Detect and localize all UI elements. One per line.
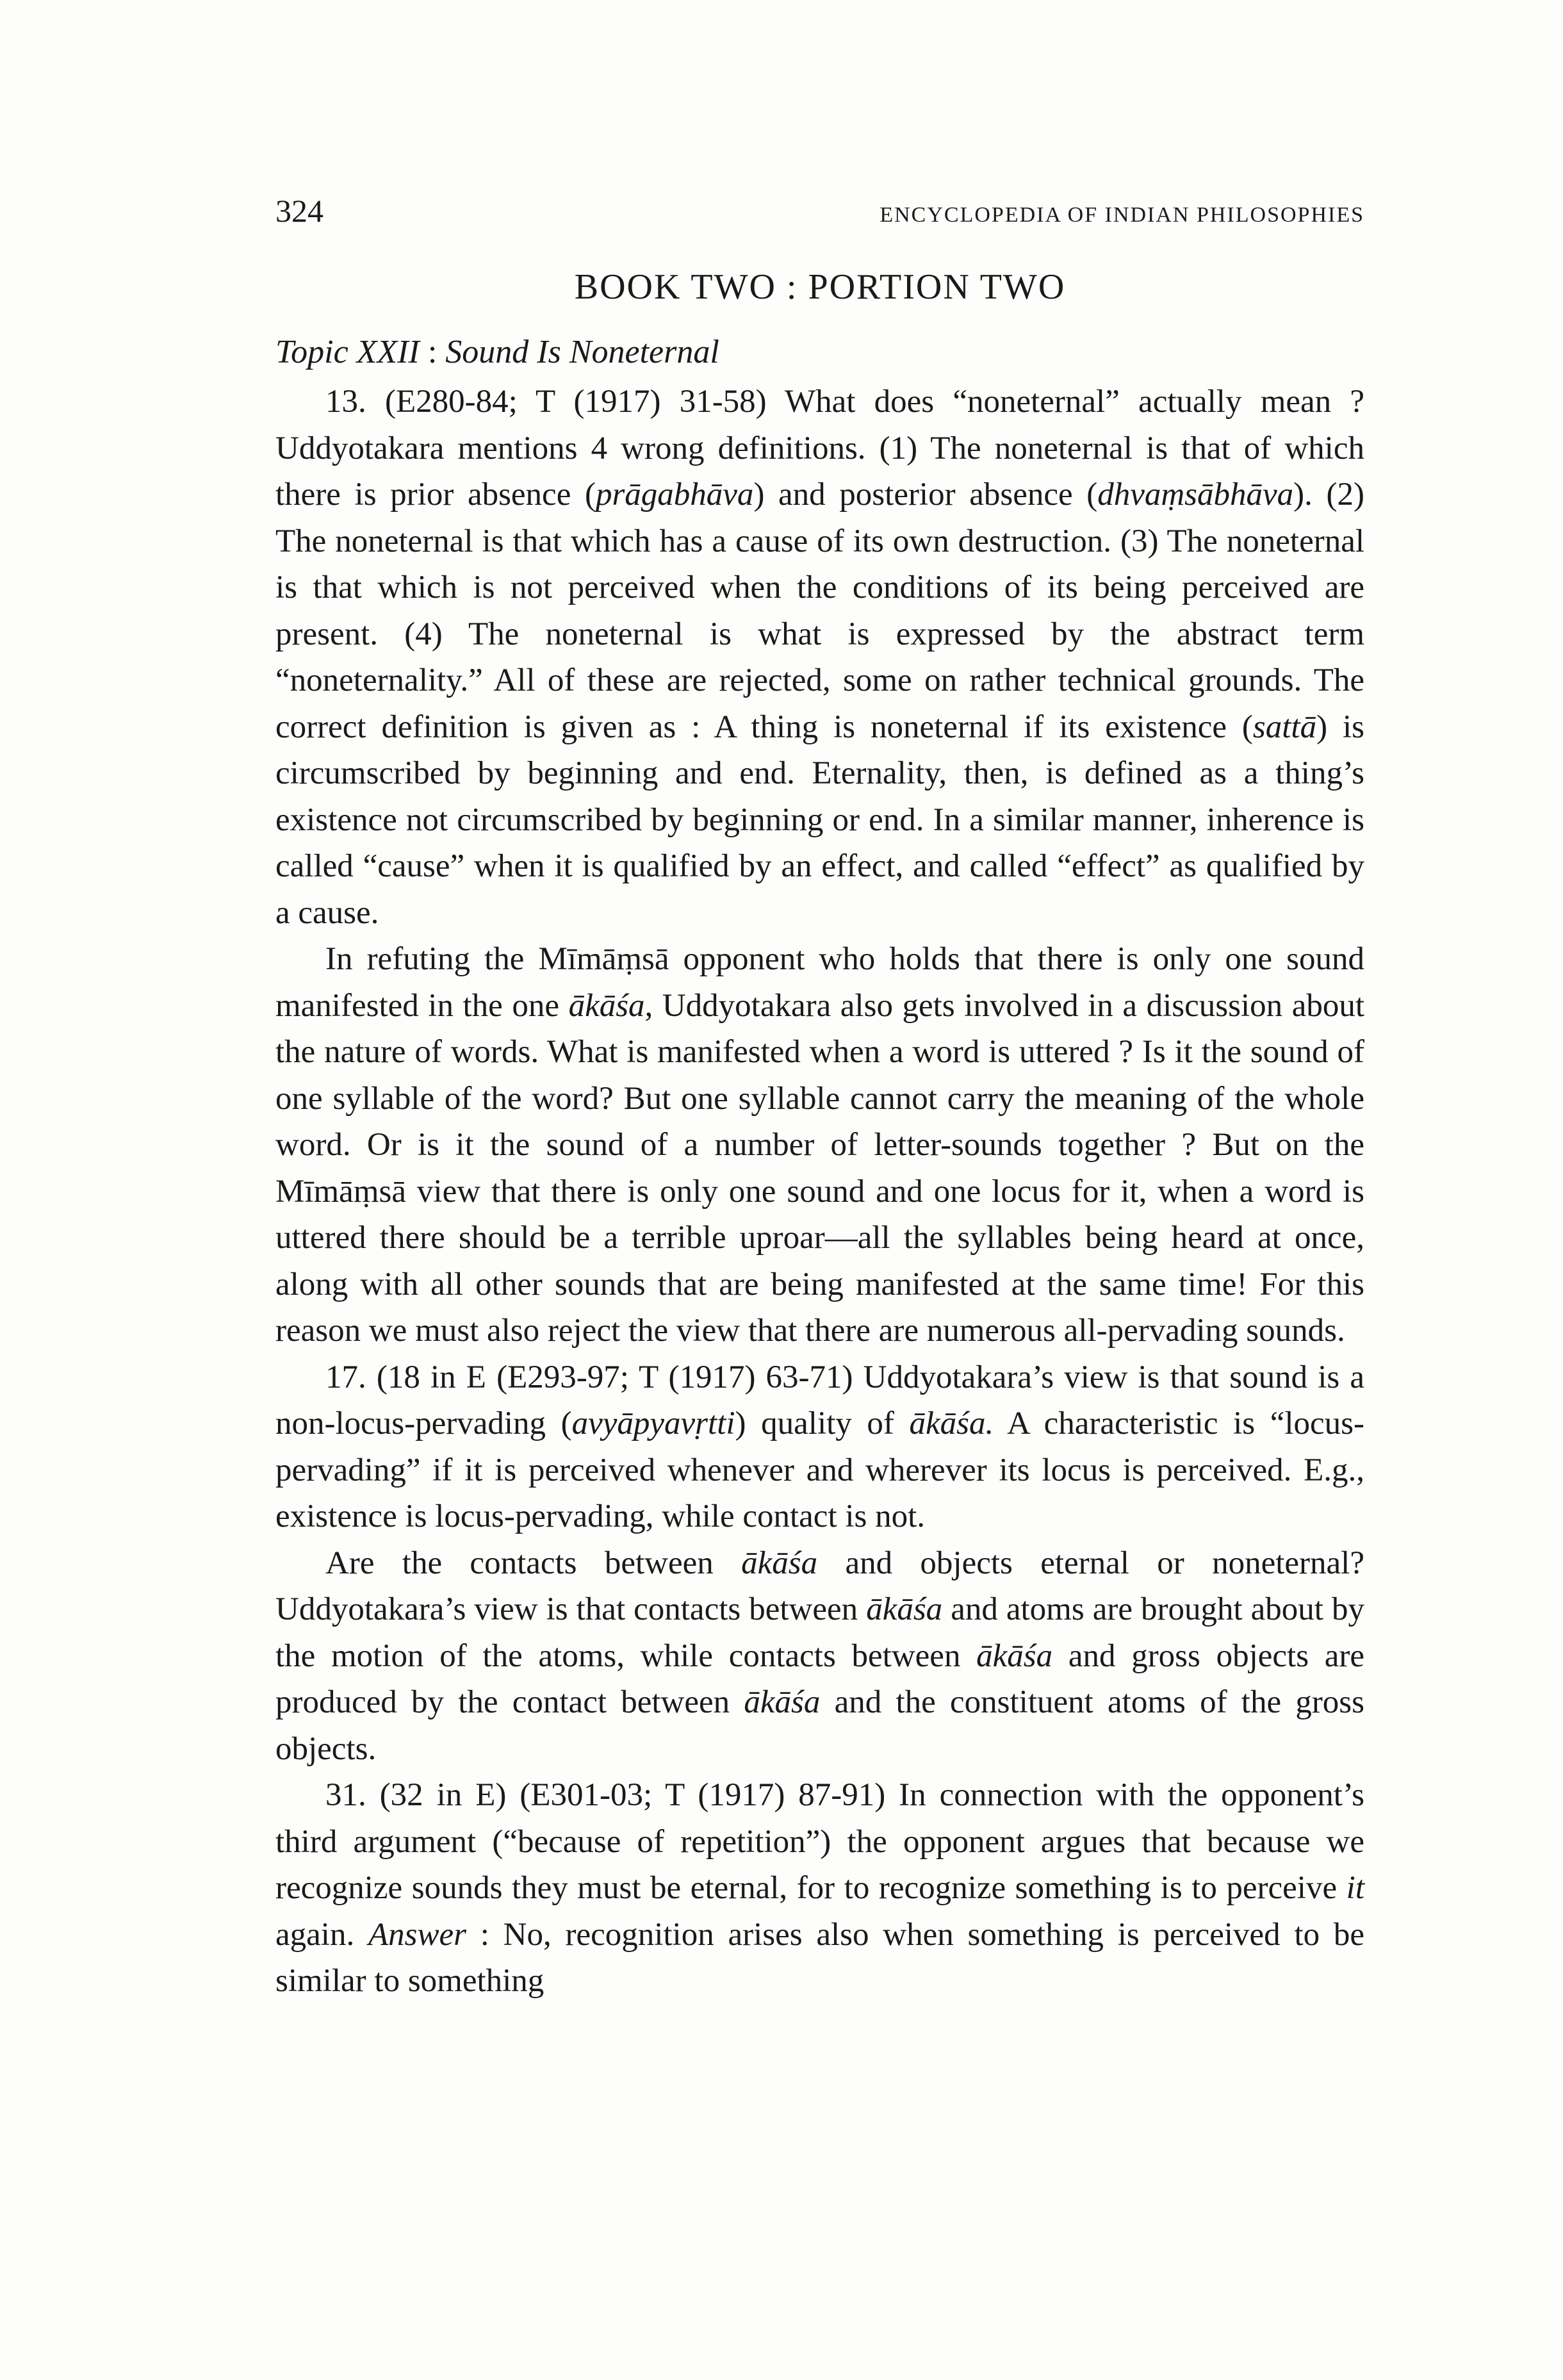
- text-run: and atoms are brought about by the motion of the atoms, while contacts between: [275, 1591, 1364, 1674]
- italic-term: avyāpyavṛtti: [571, 1406, 735, 1441]
- text-run: , Uddyotakara also gets involved in a discussion about the nature of words. What is manifested when a word is uttered ? Is it the sound of one syllable of the word? But one syllable cannot carry the meaning of the whole word. Or is it the sound of a number of letter-sounds together ? But on the Mīmāṃsā view that there is only one sound and one locus for it, when a word is uttered there should be a terrible uproar—all the syllables being heard at once, along with all other sounds that are being manifested at the same time! For this reason we must also reject the view that there are numerous all-pervading sounds.: [275, 987, 1364, 1349]
- running-title: ENCYCLOPEDIA OF INDIAN PHILOSOPHIES: [880, 203, 1364, 227]
- text-run: and objects eternal or noneternal? Uddyotakara’s view is that contacts between: [275, 1545, 1364, 1627]
- italic-term: it: [1346, 1870, 1364, 1906]
- paragraph-31: [275, 1772, 1364, 2005]
- text-run: In refuting the Mīmāṃsā opponent who holds that there is only one sound manifested in the one: [275, 941, 1364, 1024]
- topic-label: Topic XXII: [275, 334, 420, 370]
- topic-heading: [275, 333, 1364, 371]
- text-run: and gross objects are produced by the contact between: [275, 1637, 1365, 1720]
- text-run: again.: [275, 1916, 368, 1953]
- paragraph-refuting: [275, 936, 1364, 1354]
- italic-term: ākāśa: [976, 1637, 1053, 1674]
- book-page: [275, 192, 1364, 2005]
- topic-title: Sound Is Noneternal: [445, 334, 719, 370]
- italic-term: ākāśa.: [909, 1406, 994, 1441]
- text-run: and the constituent atoms of the gross objects.: [275, 1684, 1365, 1767]
- text-run: 31. (32 in E) (E301-03; T (1917) 87-91) In connection with the opponent’s third argument (“because of repetition”) the opponent argues that because we recognize sounds they must be eternal, for to recognize something is to perceive: [275, 1777, 1364, 1906]
- text-run: Are the contacts between: [325, 1545, 742, 1581]
- text-run: 13. (E280-84; T (1917) 31-58) What does “noneternal” actually mean ? Uddyotakara mentions 4 wrong definitions. (1) The noneternal is that of which there is prior absence (: [275, 384, 1364, 513]
- page-number: 324: [275, 193, 323, 229]
- paragraph-13: [275, 379, 1364, 936]
- section-title: BOOK TWO : PORTION TWO: [574, 267, 1066, 307]
- text-run: : No, recognition arises also when something is perceived to be similar to something: [275, 1916, 1364, 1999]
- paragraph-17: [275, 1354, 1364, 1540]
- text-run: ) quality of: [735, 1406, 910, 1441]
- italic-term: ākāśa: [741, 1545, 818, 1581]
- italic-term: dhvaṃsābhāva: [1097, 477, 1294, 513]
- text-run: A characteristic is “locus-pervading” if it is perceived whenever and wherever its locus is perceived. E.g., existence is locus-pervading, while contact is not.: [275, 1406, 1364, 1534]
- italic-term: ākāśa: [866, 1591, 943, 1627]
- italic-term: prāgabhāva: [595, 477, 754, 513]
- running-head: [275, 192, 1364, 243]
- text-run: 17. (18 in E (E293-97; T (1917) 63-71) Uddyotakara’s view is that sound is a non-locus-pervading (: [275, 1359, 1364, 1441]
- italic-term: ākāśa: [744, 1684, 821, 1720]
- text-run: ) and posterior absence (: [753, 477, 1098, 513]
- paragraph-contacts: [275, 1540, 1364, 1773]
- topic-separator: :: [427, 334, 438, 370]
- italic-term: ākāśa: [568, 987, 645, 1024]
- italic-term: Answer: [368, 1916, 466, 1953]
- text-run: ) is circumscribed by beginning and end. Eternality, then, is defined as a thing’s existence not circumscribed by beginning or end. In a similar manner, inherence is called “cause” when it is qualified by an effect, and called “effect” as qualified by a cause.: [275, 709, 1364, 931]
- italic-term: sattā: [1252, 709, 1317, 745]
- text-run: ). (2) The noneternal is that which has a cause of its own destruction. (3) The noneternal is that which is not perceived when the conditions of its being perceived are present. (4) The noneternal is what is expressed by the abstract term “noneternality.” All of these are rejected, some on rather technical grounds. The correct definition is given as : A thing is noneternal if its existence (: [275, 477, 1364, 745]
